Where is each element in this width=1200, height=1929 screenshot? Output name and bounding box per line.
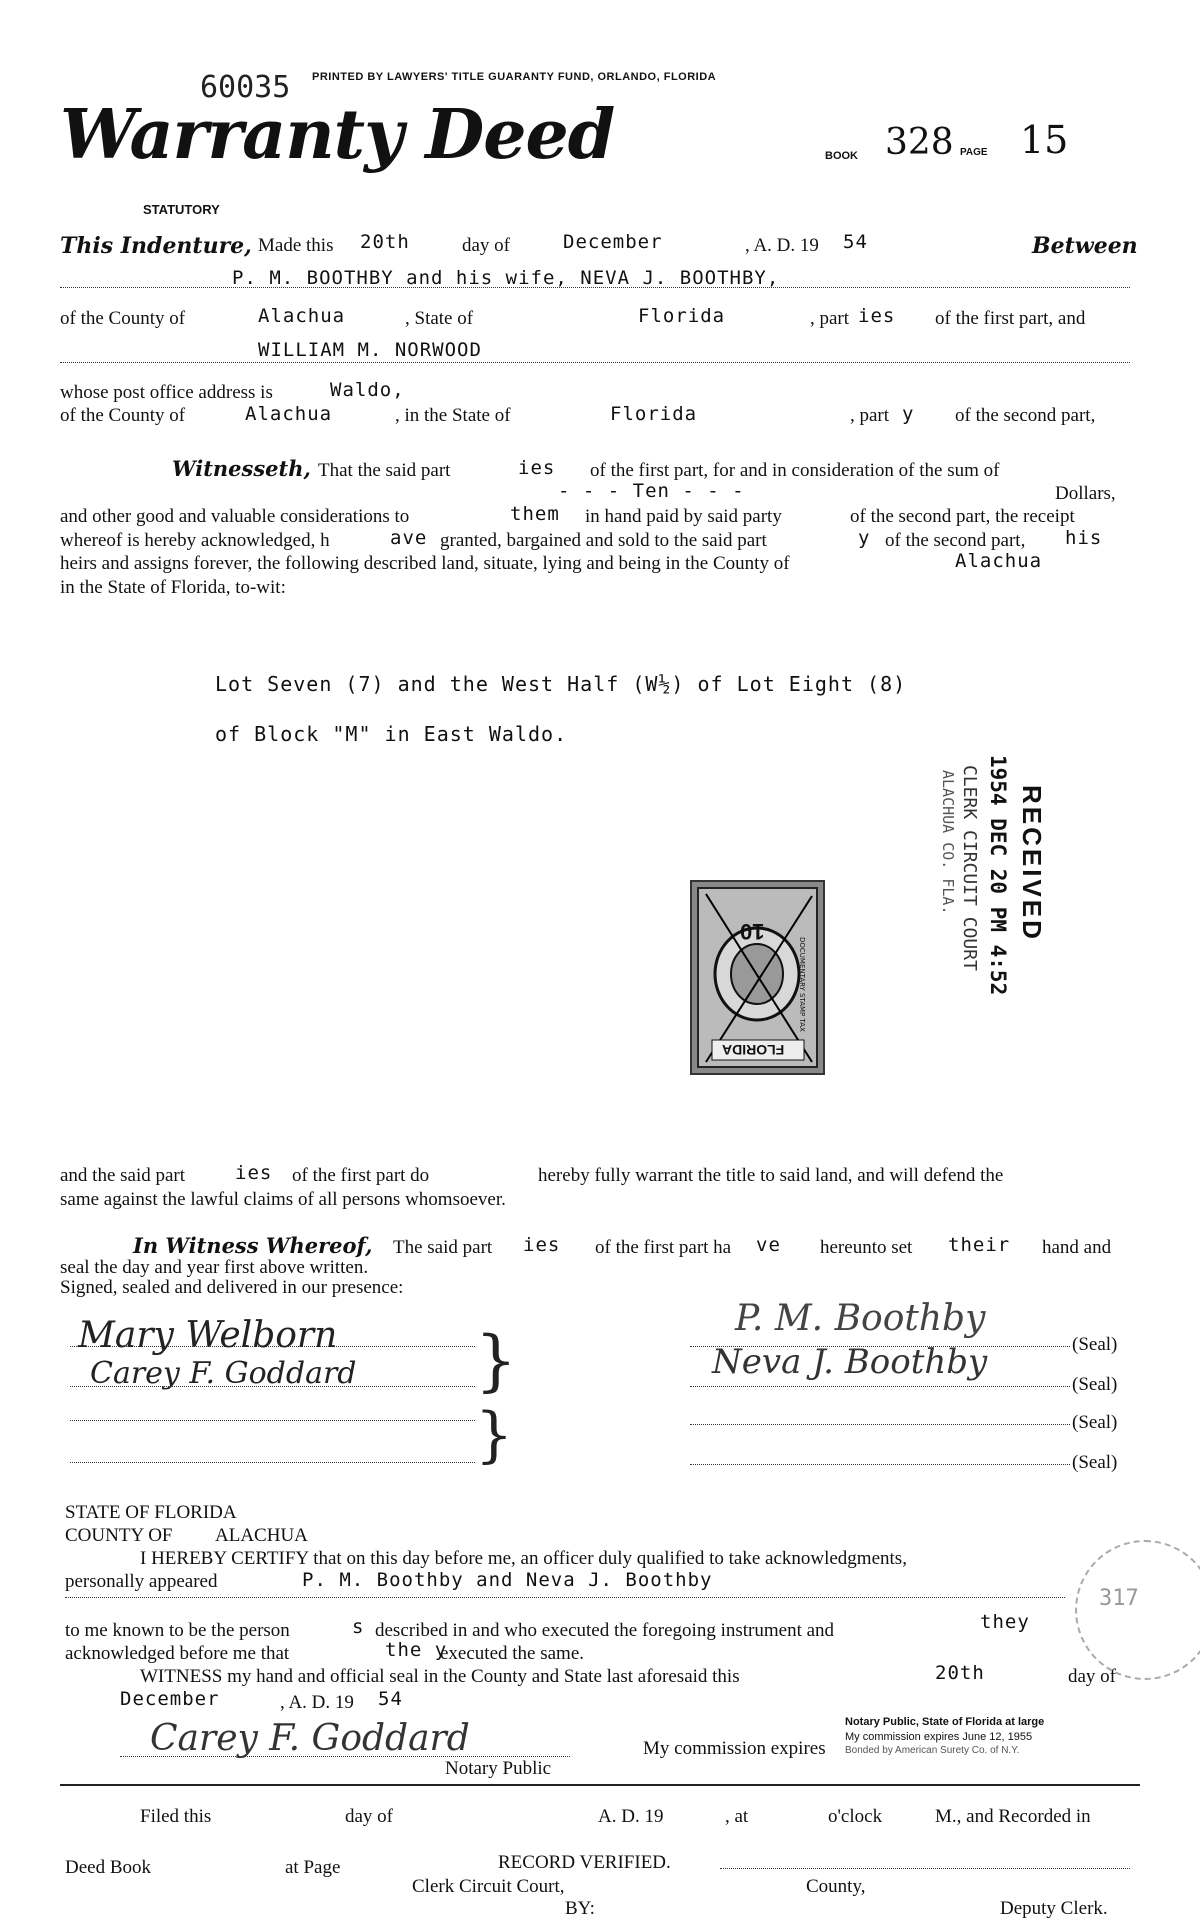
- witnesseth-text2: of the first part, for and in consideration of the sum of: [590, 460, 1000, 481]
- grantors: P. M. BOOTHBY and his wife, NEVA J. BOOTHBY,: [232, 267, 780, 289]
- notary-seal-text: 317: [1099, 1586, 1139, 1611]
- ack-they: they: [980, 1611, 1030, 1633]
- grantor-line-3: [690, 1424, 1070, 1425]
- book-label: BOOK: [825, 150, 858, 162]
- printer-line: PRINTED BY LAWYERS' TITLE GUARANTY FUND, ORLANDO, FLORIDA: [312, 71, 717, 83]
- filing-deputy: Deputy Clerk.: [1000, 1898, 1108, 1919]
- witnesseth-suffix1: ies: [518, 457, 556, 479]
- to-whom: them: [510, 503, 560, 525]
- filing-filed: Filed this: [140, 1806, 212, 1827]
- legal-description-line1: Lot Seven (7) and the West Half (W½) of Lot Eight (8): [215, 672, 907, 696]
- witnesseth-lead: Witnesseth,: [172, 456, 311, 481]
- seal-3: (Seal): [1072, 1412, 1118, 1433]
- witnesseth-text5: of the second part, the receipt: [850, 506, 1075, 527]
- county-label: of the County of: [60, 308, 186, 329]
- warranty-text1: and the said part: [60, 1165, 186, 1186]
- grantor-state: Florida: [638, 305, 726, 327]
- ack-day: 20th: [935, 1662, 985, 1684]
- grantor-county: Alachua: [258, 305, 346, 327]
- his: his: [1065, 527, 1103, 549]
- second-part-label: of the second part,: [955, 405, 1096, 426]
- tax-stamp-value: 10: [740, 919, 765, 944]
- filing-verified-line: [720, 1868, 1130, 1869]
- filing-at: , at: [725, 1806, 749, 1827]
- witness-brace-2: }: [475, 1400, 514, 1470]
- page-label: PAGE: [960, 147, 988, 158]
- ack-executed: executed the same.: [440, 1643, 585, 1664]
- day-of-label: day of: [462, 235, 511, 256]
- received-clerk: CLERK CIRCUIT COURT: [959, 765, 980, 971]
- indenture-year: 54: [843, 231, 868, 253]
- in-witness-text2: of the first part ha: [595, 1237, 732, 1258]
- filing-day-of: day of: [345, 1806, 394, 1827]
- filing-county: County,: [806, 1876, 866, 1897]
- witnesseth-text4: in hand paid by said party: [585, 506, 782, 527]
- received-date: 1954 DEC 20 PM 4:52: [986, 755, 1010, 996]
- witness-signature-1: Mary Welborn: [78, 1315, 338, 1356]
- in-witness-text6: Signed, sealed and delivered in our presence:: [60, 1277, 404, 1298]
- ack-county: ALACHUA: [215, 1525, 308, 1546]
- tax-stamp-state: FLORIDA: [722, 1042, 785, 1058]
- in-witness-text4: hand and: [1042, 1237, 1112, 1258]
- party-suffix: y: [858, 527, 871, 549]
- ack-appeared-line: [65, 1597, 1065, 1598]
- grantee-state: Florida: [610, 403, 698, 425]
- in-witness-have: ve: [756, 1234, 781, 1256]
- ack-appeared: P. M. Boothby and Neva J. Boothby: [302, 1569, 713, 1591]
- indenture-lead: This Indenture,: [60, 233, 252, 259]
- witnesseth-text6: whereof is hereby acknowledged, h: [60, 530, 330, 551]
- witness-line-3: [70, 1420, 475, 1421]
- grantee: WILLIAM M. NORWOOD: [258, 339, 482, 361]
- state-label: , State of: [405, 308, 474, 329]
- in-witness-text5: seal the day and year first above written.: [60, 1257, 369, 1278]
- witnesseth-text3: and other good and valuable considerations to: [60, 506, 410, 527]
- filing-at-page: at Page: [285, 1857, 341, 1878]
- received-county: ALACHUA CO. FLA.: [939, 770, 957, 915]
- post-office-label: whose post office address is: [60, 382, 273, 403]
- grantor-signature-1: P. M. Boothby: [735, 1298, 986, 1339]
- page-number: 15: [1020, 118, 1069, 162]
- land-county: Alachua: [955, 550, 1043, 572]
- ack-before: acknowledged before me that: [65, 1643, 290, 1664]
- received-text: RECEIVED: [1017, 785, 1047, 942]
- ack-state: STATE OF FLORIDA: [65, 1502, 237, 1523]
- deed-title: Warranty Deed: [60, 95, 615, 175]
- in-witness-text3: hereunto set: [820, 1237, 913, 1258]
- witness-line-4: [70, 1462, 475, 1463]
- county2-label: of the County of: [60, 405, 186, 426]
- notary-label: Notary Public: [445, 1758, 552, 1779]
- ack-day-of: day of: [1068, 1666, 1117, 1687]
- ack-witness-hand: WITNESS my hand and official seal in the County and State last aforesaid this: [140, 1666, 740, 1687]
- filing-oclock: o'clock: [828, 1806, 883, 1827]
- first-part-label: of the first part, and: [935, 308, 1086, 329]
- post-office: Waldo,: [330, 379, 405, 401]
- party2-suffix: y: [902, 403, 915, 425]
- made-this-label: Made this: [258, 235, 334, 256]
- witnesseth-text9: heirs and assigns forever, the following described land, situate, lying and being in the County of: [60, 553, 790, 574]
- have-suffix: ave: [390, 527, 428, 549]
- commission-stamp-3: Bonded by American Surety Co. of N.Y.: [845, 1745, 1020, 1756]
- ack-known-label: to me known to be the person: [65, 1620, 290, 1641]
- book-number: 328: [885, 122, 954, 163]
- ack-appeared-label: personally appeared: [65, 1571, 218, 1592]
- witnesseth-text7: granted, bargained and sold to the said part: [440, 530, 767, 551]
- notary-signature: Carey F. Goddard: [150, 1718, 470, 1759]
- in-witness-lead: In Witness Whereof,: [133, 1233, 373, 1258]
- warranty-suffix: ies: [235, 1162, 273, 1184]
- ack-county-label: COUNTY OF: [65, 1525, 173, 1546]
- ack-year: 54: [378, 1688, 403, 1710]
- notary-seal: [1075, 1540, 1200, 1680]
- notary-line: [120, 1756, 570, 1757]
- ack-ad: , A. D. 19: [280, 1692, 354, 1713]
- commission-label: My commission expires: [643, 1738, 826, 1759]
- filing-deed-book: Deed Book: [65, 1857, 152, 1878]
- seal-1: (Seal): [1072, 1334, 1118, 1355]
- grantor-line-2: [690, 1386, 1070, 1387]
- witnesseth-text8: of the second part,: [885, 530, 1026, 551]
- filing-verified: RECORD VERIFIED.: [498, 1852, 671, 1873]
- deed-subtitle: STATUTORY: [143, 202, 220, 217]
- witnesseth-text1: That the said part: [318, 460, 451, 481]
- warranty-text3: hereby fully warrant the title to said land, and will defend the: [538, 1165, 1004, 1186]
- document-number: 60035: [200, 70, 291, 105]
- between-label: Between: [1032, 233, 1138, 259]
- grantee-line: [60, 362, 1130, 363]
- commission-stamp-2: My commission expires June 12, 1955: [845, 1731, 1033, 1743]
- ack-they2: the y: [385, 1639, 448, 1661]
- warranty-text2: of the first part do: [292, 1165, 430, 1186]
- filing-ad: A. D. 19: [598, 1806, 664, 1827]
- grantor-line-4: [690, 1464, 1070, 1465]
- parties-label: , part: [810, 308, 850, 329]
- seal-2: (Seal): [1072, 1374, 1118, 1395]
- indenture-month: December: [563, 231, 663, 253]
- filing-recorded: M., and Recorded in: [935, 1806, 1091, 1827]
- in-witness-suffix: ies: [523, 1234, 561, 1256]
- ack-described: described in and who executed the foregoing instrument and: [375, 1620, 835, 1641]
- dollars-label: Dollars,: [1055, 483, 1116, 504]
- commission-stamp-1: Notary Public, State of Florida at large: [845, 1716, 1045, 1728]
- witness-brace-1: }: [475, 1322, 517, 1399]
- consideration-amount: - - - Ten - - -: [558, 480, 745, 502]
- party2-label: , part: [850, 405, 890, 426]
- seal-4: (Seal): [1072, 1452, 1118, 1473]
- received-stamp: [935, 750, 1075, 1010]
- filing-by: BY:: [565, 1898, 595, 1919]
- warranty-text4: same against the lawful claims of all persons whomsoever.: [60, 1189, 506, 1210]
- parties-suffix: ies: [858, 305, 896, 327]
- ack-certify: I HEREBY CERTIFY that on this day before me, an officer duly qualified to take acknowledgments,: [140, 1548, 907, 1569]
- filing-divider: [60, 1784, 1140, 1786]
- grantor-signature-2: Neva J. Boothby: [712, 1342, 988, 1382]
- tax-stamp-text: DOCUMENTARY STAMP TAX: [798, 937, 806, 1032]
- ad-label: , A. D. 19: [745, 235, 819, 256]
- in-witness-their: their: [948, 1234, 1011, 1256]
- witnesseth-text10: in the State of Florida, to-wit:: [60, 577, 286, 598]
- grantee-county: Alachua: [245, 403, 333, 425]
- in-witness-text1: The said part: [393, 1237, 493, 1258]
- filing-clerk: Clerk Circuit Court,: [412, 1876, 565, 1897]
- indenture-day: 20th: [360, 231, 410, 253]
- state2-label: , in the State of: [395, 405, 511, 426]
- legal-description-line2: of Block "M" in East Waldo.: [215, 722, 568, 746]
- ack-known-suffix: s: [352, 1616, 365, 1638]
- ack-month: December: [120, 1688, 220, 1710]
- witness-signature-2: Carey F. Goddard: [90, 1356, 357, 1391]
- documentary-tax-stamp: [690, 880, 825, 1075]
